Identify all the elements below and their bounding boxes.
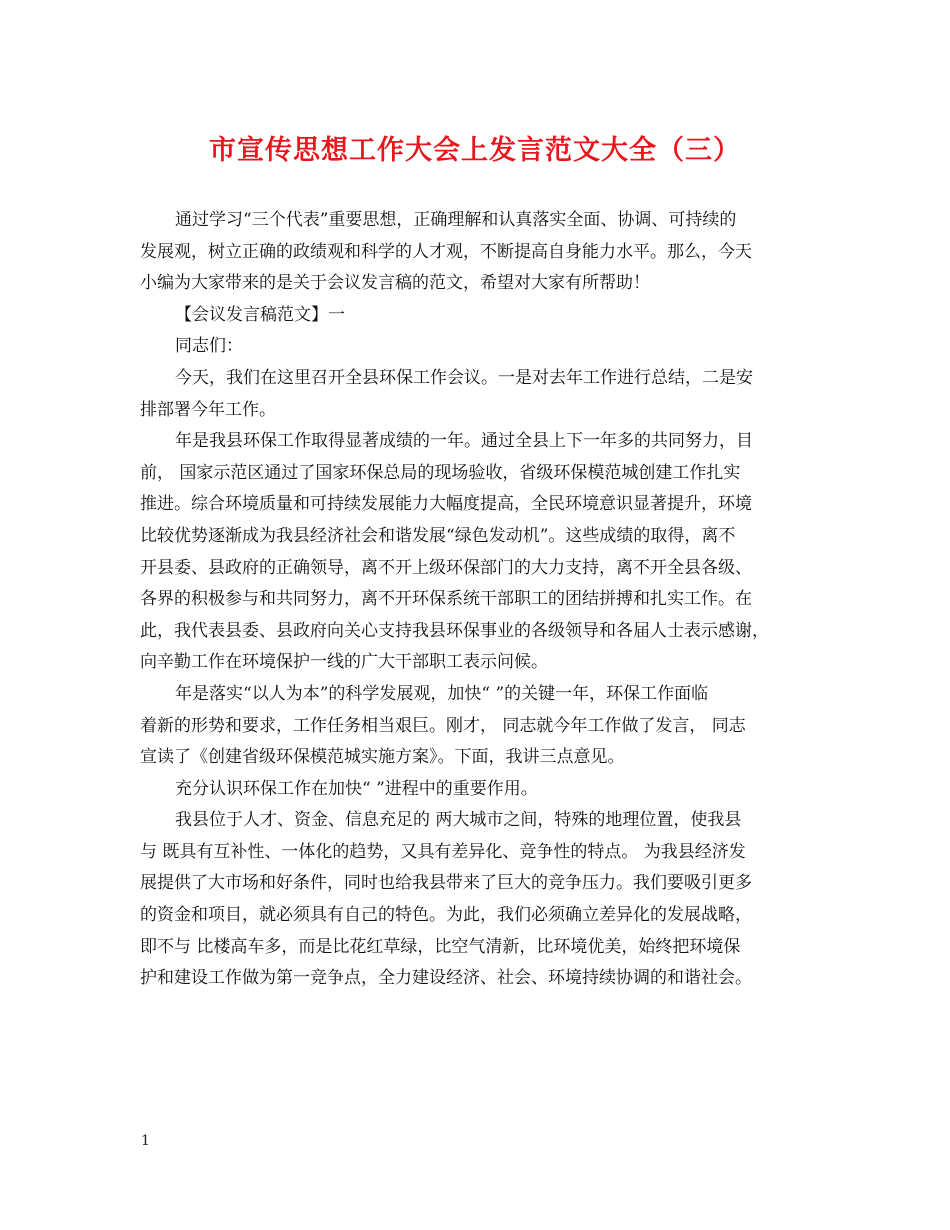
text-line: 我县位于人才、资金、信息充足的 两大城市之间，特殊的地理位置，使我县 [175,810,742,831]
text-line: 展提供了大市场和好条件，同时也给我县带来了巨大的竞争压力。我们要吸引更多 [140,873,752,894]
document-body [140,205,825,995]
text-line: 各界的积极参与和共同努力，离不开环保系统干部职工的团结拼搏和扎实工作。在 [140,589,752,610]
text-line: 向辛勤工作在环境保护一线的广大干部职工表示问候。 [140,652,548,673]
text-line: 比较优势逐渐成为我县经济社会和谐发展“绿色发动机”。这些成绩的取得，离不 [140,525,736,546]
text-line: 排部署今年工作。 [140,399,276,420]
text-line: 同志们： [175,336,243,357]
text-line: 今天，我们在这里召开全县环保工作会议。一是对去年工作进行总结，二是安 [175,367,753,388]
text-line: 开县委、县政府的正确领导，离不开上级环保部门的大力支持，离不开全县各级、 [140,557,752,578]
text-line: 护和建设工作做为第一竞争点，全力建设经济、社会、环境持续协调的和谐社会。 [140,968,752,989]
page-number: 1 [141,1133,150,1149]
text-line: 年是落实“以人为本”的科学发展观，加快“ ”的关键一年，环保工作面临 [175,683,709,704]
text-line: 着新的形势和要求，工作任务相当艰巨。刚才， 同志就今年工作做了发言， 同志 [140,715,746,736]
text-line: 年是我县环保工作取得显著成绩的一年。通过全县上下一年多的共同努力，目 [175,431,753,452]
text-line: 充分认识环保工作在加快“ ”进程中的重要作用。 [175,778,538,799]
text-line: 宣读了《创建省级环保模范城实施方案》。下面，我讲三点意见。 [140,747,625,768]
text-line: 此，我代表县委、县政府向关心支持我县环保事业的各级领导和各届人士表示感谢， [140,620,769,641]
text-line: 推进。综合环境质量和可持续发展能力大幅度提高，全民环境意识显著提升，环境 [140,494,752,515]
text-line: 【会议发言稿范文】一 [175,304,345,325]
text-line: 小编为大家带来的是关于会议发言稿的范文，希望对大家有所帮助！ [140,273,650,294]
text-line: 发展观，树立正确的政绩观和科学的人才观，不断提高自身能力水平。那么，今天 [140,241,752,262]
text-line: 前， 国家示范区通过了国家环保总局的现场验收，省级环保模范城创建工作扎实 [140,462,741,483]
text-line: 的资金和项目，就必须具有自己的特色。为此，我们必须确立差异化的发展战略， [140,905,752,926]
text-line: 与 既具有互补性、一体化的趋势，又具有差异化、竞争性的特点。 为我县经济发 [140,841,746,862]
document-title: 市宣传思想工作大会上发言范文大全（三） [209,135,741,166]
text-line: 即不与 比楼高车多，而是比花红草绿，比空气清新，比环境优美，始终把环境保 [140,936,741,957]
text-line: 通过学习“三个代表”重要思想，正确理解和认真落实全面、协调、可持续的 [175,210,737,230]
